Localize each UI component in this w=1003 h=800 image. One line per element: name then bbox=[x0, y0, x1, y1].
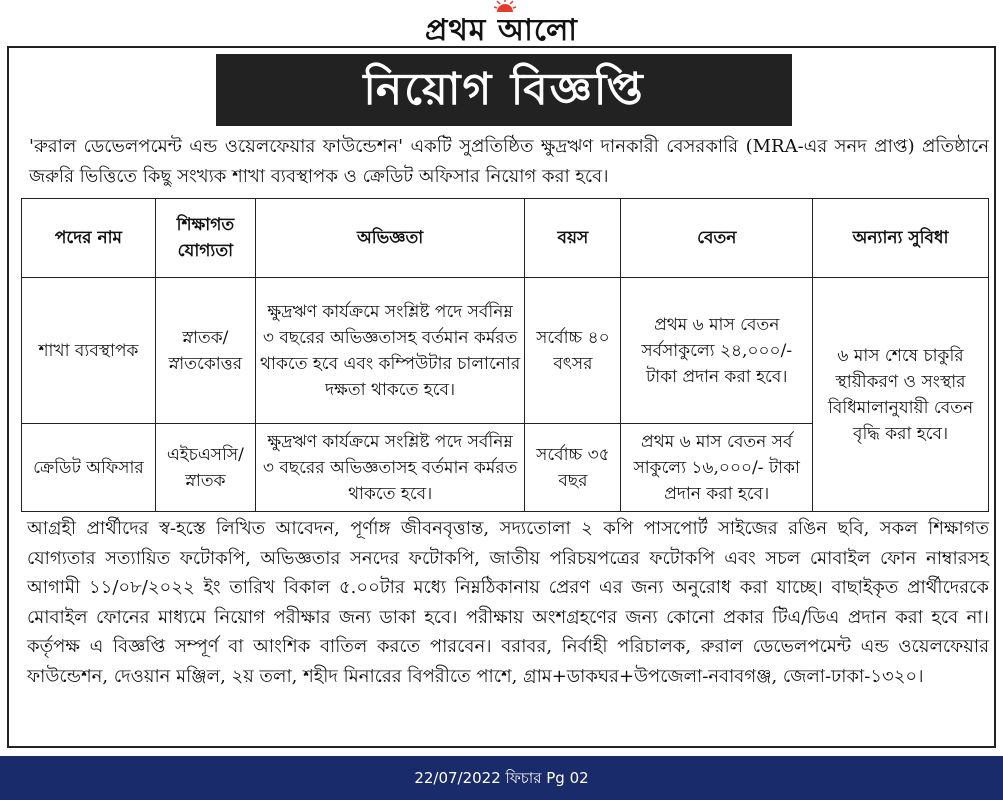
page-caption-bar bbox=[0, 756, 1003, 800]
newspaper-logo bbox=[0, 0, 1003, 48]
cell-age: সর্বোচ্চ ৩৫ বছর bbox=[525, 424, 621, 512]
application-instructions: আগ্রহী প্রার্থীদের স্ব-হস্তে লিখিত আবেদন, পূর্ণাঙ্গ জীবনবৃত্তান্ত, সদ্যতোলা ২ কপি পাসপোর্ট সাইজের রঙিন ছবি, সকল শিক্ষাগত যোগ্যতার সত্যায়িত ফটোকপি, অভিজ্ঞতার সনদের ফটোকপি, জাতীয় পরিচয়পত্রের ফটোকপি এবং সচল মোবাইল ফোন নাম্বারসহ আগামী ১১/০৮/২০২২ ইং তারিখ বিকাল ৫.০০টার মধ্যে নিম্নঠিকানায় প্রেরণ এর জন্য অনুরোধ করা যাচ্ছে। বাছাইকৃত প্রার্থীদেরকে মোবাইল ফোনের মাধ্যমে নিয়োগ পরীক্ষার জন্য ডাকা হবে। পরীক্ষায় অংশগ্রহণের জন্য কোনো প্রকার টিএ/ডিএ প্রদান করা হবে না। কর্তৃপক্ষ এ বিজ্ঞপ্তি সম্পূর্ণ বা আংশিক বাতিল করতে পারবেন। বরাবর, নির্বাহী পরিচালক, রুরাল ডেভেলপমেন্ট এন্ড ওয়েলফেয়ার ফাউন্ডেশন, দেওয়ান মঞ্জিল, ২য় তলা, শহীদ মিনারের বিপরীতে পাশে, গ্রাম+ডাকঘর+উপজেলা-নবাবগঞ্জ, জেলা-ঢাকা-১৩২০। bbox=[27, 518, 989, 687]
page-caption: 22/07/2022 ফিচার Pg 02 bbox=[414, 769, 589, 787]
job-advertisement bbox=[7, 46, 996, 748]
cell-qualification: এইচএসসি/ স্নাতক bbox=[155, 424, 255, 512]
ad-intro: 'রুরাল ডেভেলপমেন্ট এন্ড ওয়েলফেয়ার ফাউন্ডেশন' একটি সুপ্রতিষ্ঠিত ক্ষুদ্রঋণ দানকারী বেসরকারি (MRA-এর সনদ প্রাপ্ত) প্রতিষ্ঠানে জরুরি ভিত্তিতে কিছু সংখ্যক শাখা ব্যবস্থাপক ও ক্রেডিট অফিসার নিয়োগ করা হবে। bbox=[29, 136, 989, 187]
cell-post: ক্রেডিট অফিসার bbox=[22, 424, 156, 512]
cell-age: সর্বোচ্চ ৪০ বৎসর bbox=[525, 278, 621, 424]
cell-experience: ক্ষুদ্রঋণ কার্যক্রমে সংশ্লিষ্ট পদে সর্বনিম্ন ৩ বছরের অভিজ্ঞতাসহ বর্তমান কর্মরত থাকতে হবে। bbox=[255, 424, 525, 512]
cell-experience: ক্ষুদ্রঋণ কার্যক্রমে সংশ্লিষ্ট পদে সর্বনিম্ন ৩ বছরের অভিজ্ঞতাসহ বর্তমান কর্মরত থাকতে হবে এবং কম্পিউটার চালানোর দক্ষতা থাকতে হবে। bbox=[255, 278, 525, 424]
table-row bbox=[22, 278, 989, 424]
table-header-row bbox=[22, 199, 989, 278]
cell-salary: প্রথম ৬ মাস বেতন সর্ব সাকুল্যে ১৬,০০০/- টাকা প্রদান করা হবে। bbox=[621, 424, 813, 512]
cell-salary: প্রথম ৬ মাস বেতন সর্বসাকুল্যে ২৪,০০০/- টাকা প্রদান করা হবে। bbox=[621, 278, 813, 424]
logo-text: প্রথম আলো bbox=[424, 13, 579, 48]
cell-post: শাখা ব্যবস্থাপক bbox=[22, 278, 156, 424]
header-qualification: শিক্ষাগত যোগ্যতা bbox=[155, 199, 255, 278]
cell-other-benefits: ৬ মাস শেষে চাকুরি স্থায়ীকরণ ও সংস্থার বিধিমালানুযায়ী বেতন বৃদ্ধি করা হবে। bbox=[813, 278, 989, 512]
cell-qualification: স্নাতক/ স্নাতকোত্তর bbox=[155, 278, 255, 424]
ad-title: নিয়োগ বিজ্ঞপ্তি bbox=[216, 54, 792, 126]
header-other-benefits: অন্যান্য সুবিধা bbox=[813, 199, 989, 278]
header-salary: বেতন bbox=[621, 199, 813, 278]
header-age: বয়স bbox=[525, 199, 621, 278]
sun-icon bbox=[494, 0, 516, 12]
jobs-table bbox=[21, 198, 989, 512]
header-experience: অভিজ্ঞতা bbox=[255, 199, 525, 278]
header-post: পদের নাম bbox=[22, 199, 156, 278]
